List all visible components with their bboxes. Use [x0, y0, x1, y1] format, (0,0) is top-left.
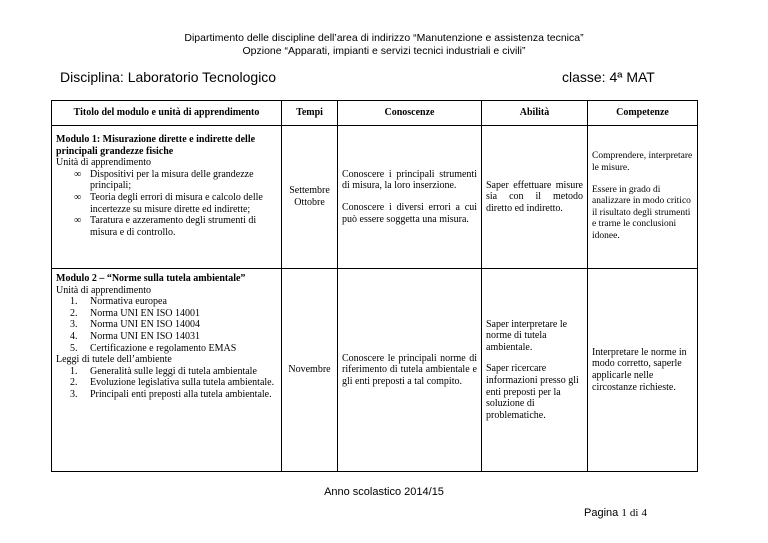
- competenze-cell: [588, 269, 698, 472]
- conoscenze-cell: [338, 269, 482, 472]
- competenze-text: Comprendere, interpretare le misure.: [592, 151, 693, 174]
- unit-list: [56, 296, 277, 354]
- abilita-text: Saper ricercare informazioni presso gli enti preposti per la soluzione di problematiche.: [486, 363, 579, 421]
- conoscenze-cell: [338, 126, 482, 269]
- list-item: 3. Principali enti preposti alla tutela ambientale.: [70, 388, 272, 400]
- list-item: 2. Evoluzione legislativa sulla tutela ambientale.: [70, 377, 275, 389]
- module2-cell: [52, 269, 282, 472]
- list-item: ∞ Taratura e azzeramento degli strumenti di misura e di controllo.: [74, 215, 257, 238]
- leggi-list: [56, 366, 277, 401]
- disciplina-label: Disciplina: Laboratorio Tecnologico: [60, 69, 277, 85]
- page-label: Pagina: [584, 507, 619, 519]
- list-item: 2. Norma UNI EN ISO 14001: [70, 307, 200, 319]
- list-item: 3. Norma UNI EN ISO 14004: [70, 319, 200, 331]
- units-label: Unità di apprendimento: [56, 157, 151, 169]
- school-year: Anno scolastico 2014/15: [324, 486, 444, 498]
- page-number: [584, 507, 647, 519]
- list-item: 5. Certificazione e regolamento EMAS: [70, 342, 237, 354]
- units-label: Unità di apprendimento: [56, 284, 151, 296]
- tempi-value: Novembre: [288, 364, 331, 376]
- programme-table: [51, 100, 698, 472]
- leggi-label: Leggi di tutele dell’ambiente: [56, 354, 172, 366]
- list-item: ∞ Teoria degli errori di misura e calcolo delle incertezze su misure dirette ed indirette;: [74, 191, 263, 215]
- page-current: 1: [621, 507, 627, 519]
- conoscenze-text: Conoscere i diversi errori a cui può essere soggetta una misura.: [342, 202, 477, 225]
- list-item: 1. Generalità sulle leggi di tutela ambientale: [70, 365, 257, 377]
- abilita-text: Saper effettuare misure sia con il metodo diretto ed indiretto.: [486, 179, 583, 214]
- column-header: Tempi: [282, 101, 338, 126]
- column-header: Conoscenze: [338, 101, 482, 126]
- infinity-bullet-icon: ∞: [74, 215, 82, 227]
- abilita-text: Saper interpretare le norme di tutela ambientale.: [486, 318, 568, 353]
- tempi-value: Ottobre: [294, 197, 325, 208]
- table-row: [52, 126, 698, 269]
- table-header-row: [52, 101, 698, 126]
- competenze-text: Interpretare le norme in modo corretto, saperle applicarle nelle circostanze richieste.: [592, 346, 687, 393]
- infinity-bullet-icon: ∞: [74, 191, 82, 203]
- department-header: Dipartimento delle discipline dell’area di indirizzo “Manutenzione e assistenza tecnica”: [184, 32, 584, 44]
- module-title: Modulo 2 – “Norme sulla tutela ambientale”: [56, 273, 246, 284]
- infinity-bullet-icon: ∞: [74, 168, 82, 180]
- option-header: Opzione “Apparati, impianti e servizi tecnici industriali e civili”: [242, 45, 526, 57]
- module1-cell: [52, 126, 282, 269]
- abilita-cell: [482, 126, 588, 269]
- column-header: Abilità: [482, 101, 588, 126]
- page-of: di: [629, 507, 639, 519]
- conoscenze-text: Conoscere i principali strumenti di misura, la loro inserzione.: [342, 168, 477, 192]
- module-title: Modulo 1: Misurazione dirette e indirette delle principali grandezze fisiche: [56, 134, 256, 157]
- table-row: [52, 269, 698, 472]
- column-header: Titolo del modulo e unità di apprendimento: [52, 101, 282, 126]
- list-item: 1. Normativa europea: [70, 296, 167, 308]
- abilita-cell: [482, 269, 588, 472]
- competenze-cell: [588, 126, 698, 269]
- tempi-value: Settembre: [289, 185, 330, 197]
- competenze-text: Essere in grado di analizzare in modo critico il risultato degli strumenti e trarne le conclusioni idonee.: [592, 184, 691, 241]
- column-header: Competenze: [588, 101, 698, 126]
- conoscenze-text: Conoscere le principali norme di riferimento di tutela ambientale e gli enti preposti a tal compito.: [342, 352, 477, 387]
- classe-label: classe: 4ª MAT: [562, 69, 655, 85]
- tempi-cell: [282, 126, 338, 269]
- list-item: 4. Norma UNI EN ISO 14031: [70, 330, 200, 342]
- list-item: ∞ Dispositivi per la misura delle grandezze principali;: [74, 168, 254, 192]
- tempi-cell: [282, 269, 338, 472]
- unit-list: [56, 169, 277, 239]
- page-total: 4: [641, 507, 648, 519]
